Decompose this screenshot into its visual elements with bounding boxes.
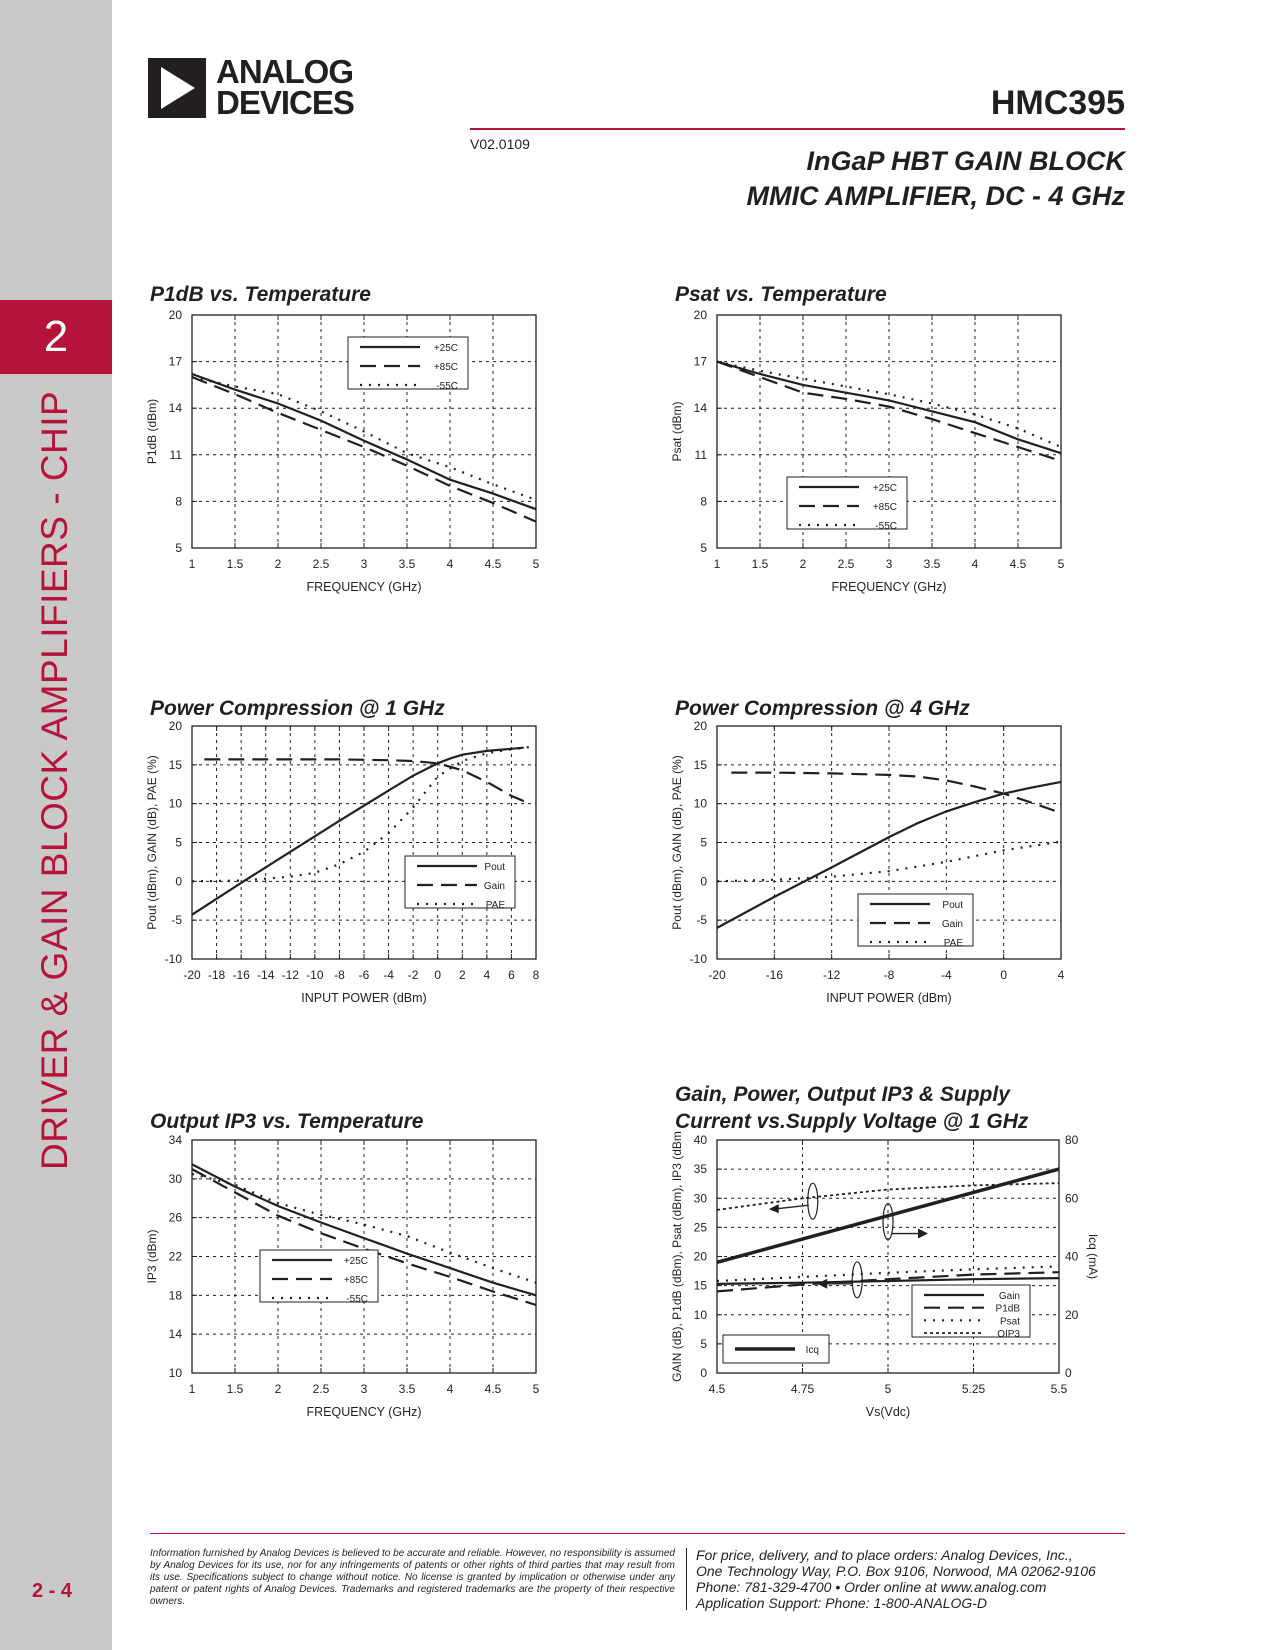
- product-title: [747, 144, 1126, 214]
- y-tick-label: 5: [700, 541, 707, 555]
- y-tick-label: 10: [168, 1366, 182, 1380]
- y-tick-label: 30: [168, 1171, 182, 1186]
- y-tick-label: 8: [175, 494, 182, 509]
- x-tick-label: 6: [508, 968, 515, 982]
- footer-rule: [150, 1533, 1125, 1534]
- chart-title-pc4: Power Compression @ 4 GHz: [675, 697, 970, 720]
- legend-label: +85C: [343, 1275, 368, 1286]
- y-axis-label: Pout (dBm), GAIN (dB), PAE (%): [670, 755, 684, 930]
- y-tick-label: 22: [168, 1249, 182, 1264]
- legend-label: Icq: [805, 1345, 819, 1356]
- legend-label: Psat: [999, 1316, 1020, 1328]
- y-tick-label: 14: [168, 1327, 182, 1342]
- legend-label: PAE: [485, 900, 505, 911]
- y-tick-label: 5: [700, 1336, 707, 1351]
- legend-label: Pout: [942, 900, 963, 911]
- legend-label: Gain: [483, 881, 505, 892]
- x-tick-label: -8: [883, 968, 895, 982]
- output-ip3-vs-temperature-chart: [140, 1133, 580, 1460]
- annotation-oval: [808, 1183, 818, 1219]
- y-tick-label: 15: [693, 757, 707, 772]
- analog-devices-logo: [148, 53, 388, 124]
- x-tick-label: 4: [1057, 968, 1065, 982]
- x-tick-label: 4.75: [790, 1382, 815, 1396]
- y-tick-label: 40: [693, 1133, 707, 1147]
- x-tick-label: 1: [188, 1382, 196, 1396]
- legend-label: OIP3: [997, 1329, 1020, 1340]
- legend-label: +85C: [433, 362, 458, 373]
- footer-disclaimer: Information furnished by Analog Devices is believed to be accurate and reliable. However, no responsibility is assumed by Analog Devices for its use, nor for any infringements of patents or other rights of third parties that may result from its use. Specifications subject to change without notice. No license is granted by implication or otherwise under any patent or patent rights of Analog Devices. Trademarks and registered trademarks are the property of their respective owners.: [150, 1548, 675, 1607]
- y-tick-label: 26: [168, 1210, 182, 1225]
- y-tick-label: 5: [175, 835, 182, 850]
- y-tick-label: -10: [689, 952, 707, 966]
- y-axis-label: Pout (dBm), GAIN (dB), PAE (%): [145, 755, 159, 930]
- chart-title-pc1: Power Compression @ 1 GHz: [150, 697, 445, 720]
- x-tick-label: 4: [971, 557, 979, 571]
- x-tick-label: 3.5: [398, 1382, 416, 1396]
- page-number: 2 - 4: [32, 1580, 73, 1602]
- y-tick-label: 8: [700, 494, 707, 509]
- x-tick-label: -12: [822, 968, 841, 982]
- x-tick-label: 5: [1057, 557, 1065, 571]
- x-tick-label: -18: [207, 968, 226, 982]
- x-tick-label: 2.5: [312, 1382, 330, 1396]
- x-tick-label: -20: [183, 968, 201, 982]
- y2-tick-label: 60: [1065, 1191, 1079, 1206]
- y-tick-label: 11: [169, 447, 182, 462]
- p1db-vs-temperature-chart: [140, 308, 580, 635]
- x-tick-label: 4.5: [484, 557, 502, 571]
- x-tick-label: -10: [306, 968, 324, 982]
- contact-line-1: For price, delivery, and to place orders: Analog Devices, Inc.,: [696, 1547, 1073, 1563]
- y-tick-label: 25: [693, 1220, 707, 1235]
- y-tick-label: 34: [168, 1133, 182, 1147]
- x-tick-label: 4: [446, 1382, 454, 1396]
- x-tick-label: 1: [188, 557, 196, 571]
- y2-tick-label: 40: [1065, 1249, 1079, 1264]
- version-label: V02.0109: [470, 136, 530, 152]
- y-tick-label: 0: [700, 874, 707, 889]
- arrowhead-left-icon: [817, 1279, 827, 1289]
- chart-title-vs-line-2: Current vs.Supply Voltage @ 1 GHz: [675, 1110, 1029, 1133]
- power-compression-1ghz-chart: [140, 719, 580, 1046]
- legend-label: +25C: [343, 1256, 368, 1267]
- x-tick-label: 4.5: [484, 1382, 502, 1396]
- x-tick-label: 4: [483, 968, 491, 982]
- legend-label: PAE: [943, 938, 963, 949]
- footer-contact: [696, 1547, 1096, 1611]
- y-tick-label: 30: [693, 1191, 707, 1206]
- x-tick-label: -2: [407, 968, 419, 982]
- contact-line-2: One Technology Way, P.O. Box 9106, Norwood, MA 02062-9106: [696, 1563, 1096, 1579]
- x-tick-label: 4: [446, 557, 454, 571]
- x-tick-label: 2: [799, 557, 807, 571]
- y-tick-label: 35: [693, 1162, 707, 1177]
- y-tick-label: 0: [700, 1366, 707, 1380]
- y-tick-label: 11: [694, 447, 707, 462]
- x-axis-label: Vs(Vdc): [865, 1405, 911, 1419]
- x-tick-label: 2: [274, 1382, 282, 1396]
- y-tick-label: 17: [168, 354, 182, 369]
- x-tick-label: 3: [885, 557, 893, 571]
- y2-tick-label: 80: [1065, 1133, 1079, 1147]
- legend-label: P1dB: [995, 1303, 1020, 1315]
- legend-label: Pout: [484, 862, 505, 873]
- brand-line-2: DEVICES: [216, 84, 354, 121]
- y-tick-label: 10: [168, 796, 182, 811]
- y-tick-label: 17: [693, 354, 707, 369]
- x-tick-label: 5.25: [961, 1382, 986, 1396]
- y-tick-label: 5: [175, 541, 182, 555]
- part-number: HMC395: [990, 84, 1125, 122]
- x-tick-label: -4: [940, 968, 952, 982]
- x-tick-label: -20: [708, 968, 726, 982]
- chart-title-psat: Psat vs. Temperature: [675, 283, 887, 306]
- legend-label: -55C: [346, 1294, 368, 1305]
- section-title: DRIVER & GAIN BLOCK AMPLIFIERS - CHIP: [34, 390, 75, 1170]
- footer-separator: [686, 1548, 687, 1610]
- x-tick-label: 5: [532, 557, 540, 571]
- x-tick-label: 1.5: [226, 1382, 244, 1396]
- y-axis-label: IP3 (dBm): [145, 1229, 159, 1284]
- legend-label: Gain: [941, 919, 963, 930]
- chart-title-vs-line-1: Gain, Power, Output IP3 & Supply: [675, 1083, 1010, 1106]
- annotation-oval: [883, 1204, 893, 1240]
- y-tick-label: -5: [171, 913, 182, 928]
- x-tick-label: 3: [360, 557, 368, 571]
- x-axis-label: FREQUENCY (GHz): [306, 1405, 422, 1419]
- y-tick-label: 20: [693, 719, 707, 733]
- contact-line-3: Phone: 781-329-4700 • Order online at www.analog.com: [696, 1579, 1047, 1595]
- x-tick-label: 3.5: [923, 557, 941, 571]
- legend-label: +25C: [872, 483, 897, 494]
- legend-label: -55C: [436, 381, 458, 392]
- x-tick-label: -12: [281, 968, 299, 982]
- y-tick-label: 20: [693, 1249, 707, 1264]
- header-rule: [470, 128, 1125, 130]
- x-tick-label: 3: [360, 1382, 368, 1396]
- y2-tick-label: 20: [1065, 1307, 1079, 1322]
- x-tick-label: -16: [765, 968, 784, 982]
- x-tick-label: 4.5: [708, 1382, 726, 1396]
- y2-tick-label: 0: [1065, 1366, 1072, 1380]
- x-axis-label: INPUT POWER (dBm): [826, 991, 952, 1005]
- x-tick-label: -4: [383, 968, 394, 982]
- series-line-55c: [192, 377, 536, 500]
- series-line-gain: [204, 759, 530, 803]
- chart-title-oip3: Output IP3 vs. Temperature: [150, 1110, 424, 1133]
- x-tick-label: 2.5: [312, 557, 330, 571]
- y-tick-label: 15: [693, 1278, 707, 1293]
- arrowhead-right-icon: [918, 1229, 928, 1239]
- x-tick-label: 2: [274, 557, 282, 571]
- y-tick-label: 0: [175, 874, 182, 889]
- y-tick-label: 20: [693, 308, 707, 322]
- section-tab-number: 2: [0, 300, 112, 374]
- y-tick-label: -10: [164, 952, 182, 966]
- x-tick-label: 0: [434, 968, 442, 982]
- y-tick-label: 15: [168, 757, 182, 772]
- brand-line-1: ANALOG: [216, 53, 353, 90]
- legend-label: Gain: [998, 1291, 1020, 1302]
- y-tick-label: -5: [696, 913, 707, 928]
- x-tick-label: 5.5: [1050, 1382, 1068, 1396]
- y-tick-label: 20: [168, 719, 182, 733]
- x-tick-label: 3.5: [398, 557, 416, 571]
- x-tick-label: -6: [358, 968, 370, 982]
- x-tick-label: -16: [232, 968, 250, 982]
- x-tick-label: 5: [884, 1382, 892, 1396]
- x-tick-label: 1: [713, 557, 721, 571]
- y-axis-label: P1dB (dBm): [145, 398, 159, 465]
- arrowhead-left-icon: [769, 1204, 779, 1213]
- y-tick-label: 10: [693, 796, 707, 811]
- triangle-logo-icon: [148, 58, 206, 118]
- y-axis-label: Psat (dBm): [670, 401, 684, 462]
- product-title-line-2: MMIC AMPLIFIER, DC - 4 GHz: [746, 181, 1125, 211]
- x-tick-label: -14: [257, 968, 275, 982]
- y-tick-label: 10: [693, 1307, 707, 1322]
- x-tick-label: 8: [532, 968, 540, 982]
- chart-title-vs: [675, 1081, 1028, 1135]
- x-tick-label: 0: [1000, 968, 1008, 982]
- contact-line-4: Application Support: Phone: 1-800-ANALOG-D: [696, 1595, 988, 1611]
- x-tick-label: 2: [458, 968, 466, 982]
- y-axis-label: GAIN (dB), P1dB (dBm), Psat (dBm), IP3 (dBm: [670, 1131, 684, 1382]
- product-title-line-1: InGaP HBT GAIN BLOCK: [806, 146, 1125, 176]
- x-axis-label: FREQUENCY (GHz): [306, 580, 422, 594]
- chart-title-p1db: P1dB vs. Temperature: [150, 283, 371, 306]
- y2-axis-label: Icq (mA): [1086, 1233, 1100, 1280]
- y-tick-label: 14: [693, 401, 707, 416]
- supply-voltage-chart: [665, 1131, 1125, 1460]
- power-compression-4ghz-chart: [665, 719, 1105, 1046]
- x-tick-label: 2.5: [837, 557, 855, 571]
- psat-vs-temperature-chart: [665, 308, 1105, 635]
- legend-label: -55C: [875, 521, 897, 532]
- x-tick-label: -8: [334, 968, 345, 982]
- sidebar: [0, 0, 112, 1650]
- x-tick-label: 1.5: [751, 557, 769, 571]
- x-tick-label: 4.5: [1009, 557, 1027, 571]
- y-tick-label: 5: [700, 835, 707, 850]
- y-tick-label: 20: [168, 308, 182, 322]
- legend-label: +25C: [433, 343, 458, 354]
- brand-name: [216, 53, 354, 121]
- y-tick-label: 18: [168, 1288, 182, 1303]
- x-tick-label: 1.5: [226, 557, 244, 571]
- x-axis-label: INPUT POWER (dBm): [301, 991, 427, 1005]
- x-tick-label: 5: [532, 1382, 540, 1396]
- x-axis-label: FREQUENCY (GHz): [831, 580, 947, 594]
- y-tick-label: 14: [168, 401, 182, 416]
- legend-label: +85C: [872, 502, 897, 513]
